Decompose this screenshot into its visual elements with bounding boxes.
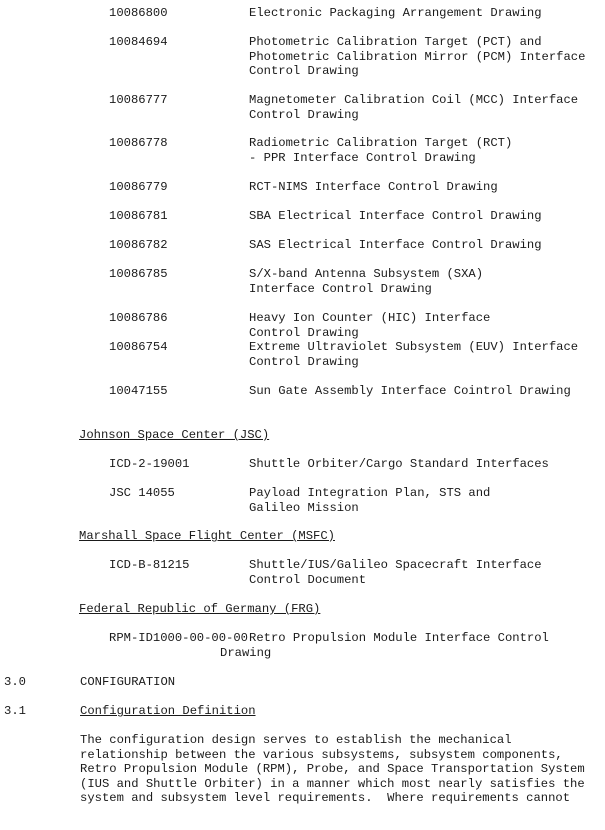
document-title-line: SBA Electrical Interface Control Drawing (249, 209, 542, 223)
document-number: 10086782 (109, 238, 168, 252)
group-heading: Marshall Space Flight Center (MSFC) (79, 529, 335, 543)
document-title-line: Sun Gate Assembly Interface Cointrol Drawing (249, 384, 571, 398)
document-number: 10086781 (109, 209, 168, 223)
document-title-line: Retro Propulsion Module Interface Control (249, 631, 549, 645)
document-title-line: Extreme Ultraviolet Subsystem (EUV) Interface (249, 340, 579, 354)
document-number: ICD-2-19001 (109, 457, 190, 471)
document-number: 10086785 (109, 267, 168, 281)
section-title: Configuration Definition (80, 704, 256, 718)
paragraph-line: relationship between the various subsystems, subsystem components, (80, 747, 563, 762)
document-title-line: Control Drawing (249, 325, 359, 340)
document-title-line: RCT-NIMS Interface Control Drawing (249, 180, 498, 194)
document-title-line: Magnetometer Calibration Coil (MCC) Interface (249, 93, 579, 107)
document-title-line: Electronic Packaging Arrangement Drawing (249, 6, 542, 20)
document-number: 10084694 (109, 35, 168, 49)
document-title-line: - PPR Interface Control Drawing (249, 150, 476, 165)
document-title-line: Control Drawing (249, 107, 359, 122)
document-title-line: S/X-band Antenna Subsystem (SXA) (249, 267, 484, 281)
document-title-line: Control Drawing (249, 64, 359, 79)
document-title-line: Shuttle Orbiter/Cargo Standard Interfaces (249, 457, 549, 471)
group-heading: Federal Republic of Germany (FRG) (79, 602, 321, 616)
document-title-line: Payload Integration Plan, STS and (249, 486, 491, 500)
document-number: JSC 14055 (109, 486, 175, 500)
document-title-line: Interface Control Drawing (249, 281, 432, 296)
paragraph-line: (IUS and Shuttle Orbiter) in a manner which most nearly satisfies the (80, 776, 585, 791)
paragraph-line: Retro Propulsion Module (RPM), Probe, and Space Transportation System (80, 762, 585, 777)
document-title-line: Control Document (249, 572, 367, 587)
document-number: 10086778 (109, 136, 168, 150)
document-title-line: Photometric Calibration Target (PCT) and (249, 35, 542, 49)
document-number: 10086779 (109, 180, 168, 194)
document-number: ICD-B-81215 (109, 558, 190, 572)
group-heading: Johnson Space Center (JSC) (79, 428, 270, 442)
paragraph-line: The configuration design serves to establish the mechanical (80, 733, 512, 747)
paragraph-line: system and subsystem level requirements. Where requirements cannot (80, 791, 571, 806)
document-title-line: Galileo Mission (249, 500, 359, 515)
section-number: 3.1 (4, 704, 26, 718)
document-title-line: Radiometric Calibration Target (RCT) (249, 136, 513, 150)
document-title-line: Photometric Calibration Mirror (PCM) Interface (249, 49, 586, 64)
document-title-line: Drawing (220, 645, 272, 660)
document-number: 10086786 (109, 311, 168, 325)
document-number: RPM-ID1000-00-00-00 (109, 631, 248, 645)
document-title-line: Control Drawing (249, 354, 359, 369)
document-number: 10086800 (109, 6, 168, 20)
document-number: 10047155 (109, 384, 168, 398)
section-number: 3.0 (4, 675, 26, 689)
document-title-line: Shuttle/IUS/Galileo Spacecraft Interface (249, 558, 542, 572)
document-title-line: Heavy Ion Counter (HIC) Interface (249, 311, 491, 325)
document-number: 10086754 (109, 340, 168, 354)
section-title: CONFIGURATION (80, 675, 176, 689)
document-title-line: SAS Electrical Interface Control Drawing (249, 238, 542, 252)
document-number: 10086777 (109, 93, 168, 107)
